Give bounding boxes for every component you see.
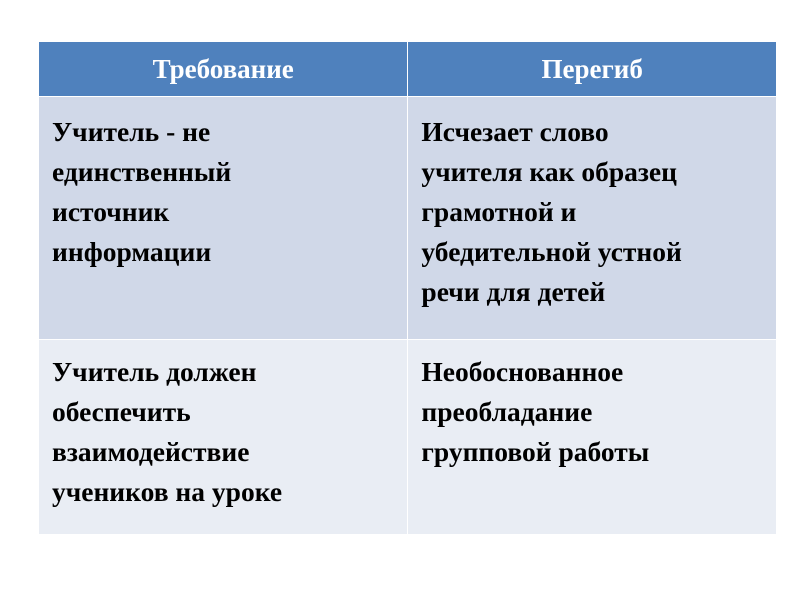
excess-cell bbox=[408, 340, 777, 535]
requirement-cell bbox=[39, 340, 408, 535]
excess-cell bbox=[408, 97, 777, 340]
requirement-text: Учитель должен обеспечить взаимодействие учеников на уроке bbox=[52, 356, 283, 507]
requirement-cell bbox=[39, 97, 408, 340]
requirement-text: Учитель - не единственный источник информации bbox=[52, 116, 232, 267]
excess-text: Исчезает слово учителя как образец грамотной и убедительной устной речи для детей bbox=[421, 116, 682, 307]
table-row bbox=[39, 340, 777, 535]
table-header-row bbox=[39, 42, 777, 97]
table-row bbox=[39, 97, 777, 340]
excess-text: Необоснованное преобладание групповой работы bbox=[421, 356, 650, 467]
header-requirement: Требование bbox=[39, 42, 408, 97]
header-excess: Перегиб bbox=[408, 42, 777, 97]
comparison-table bbox=[38, 41, 777, 535]
